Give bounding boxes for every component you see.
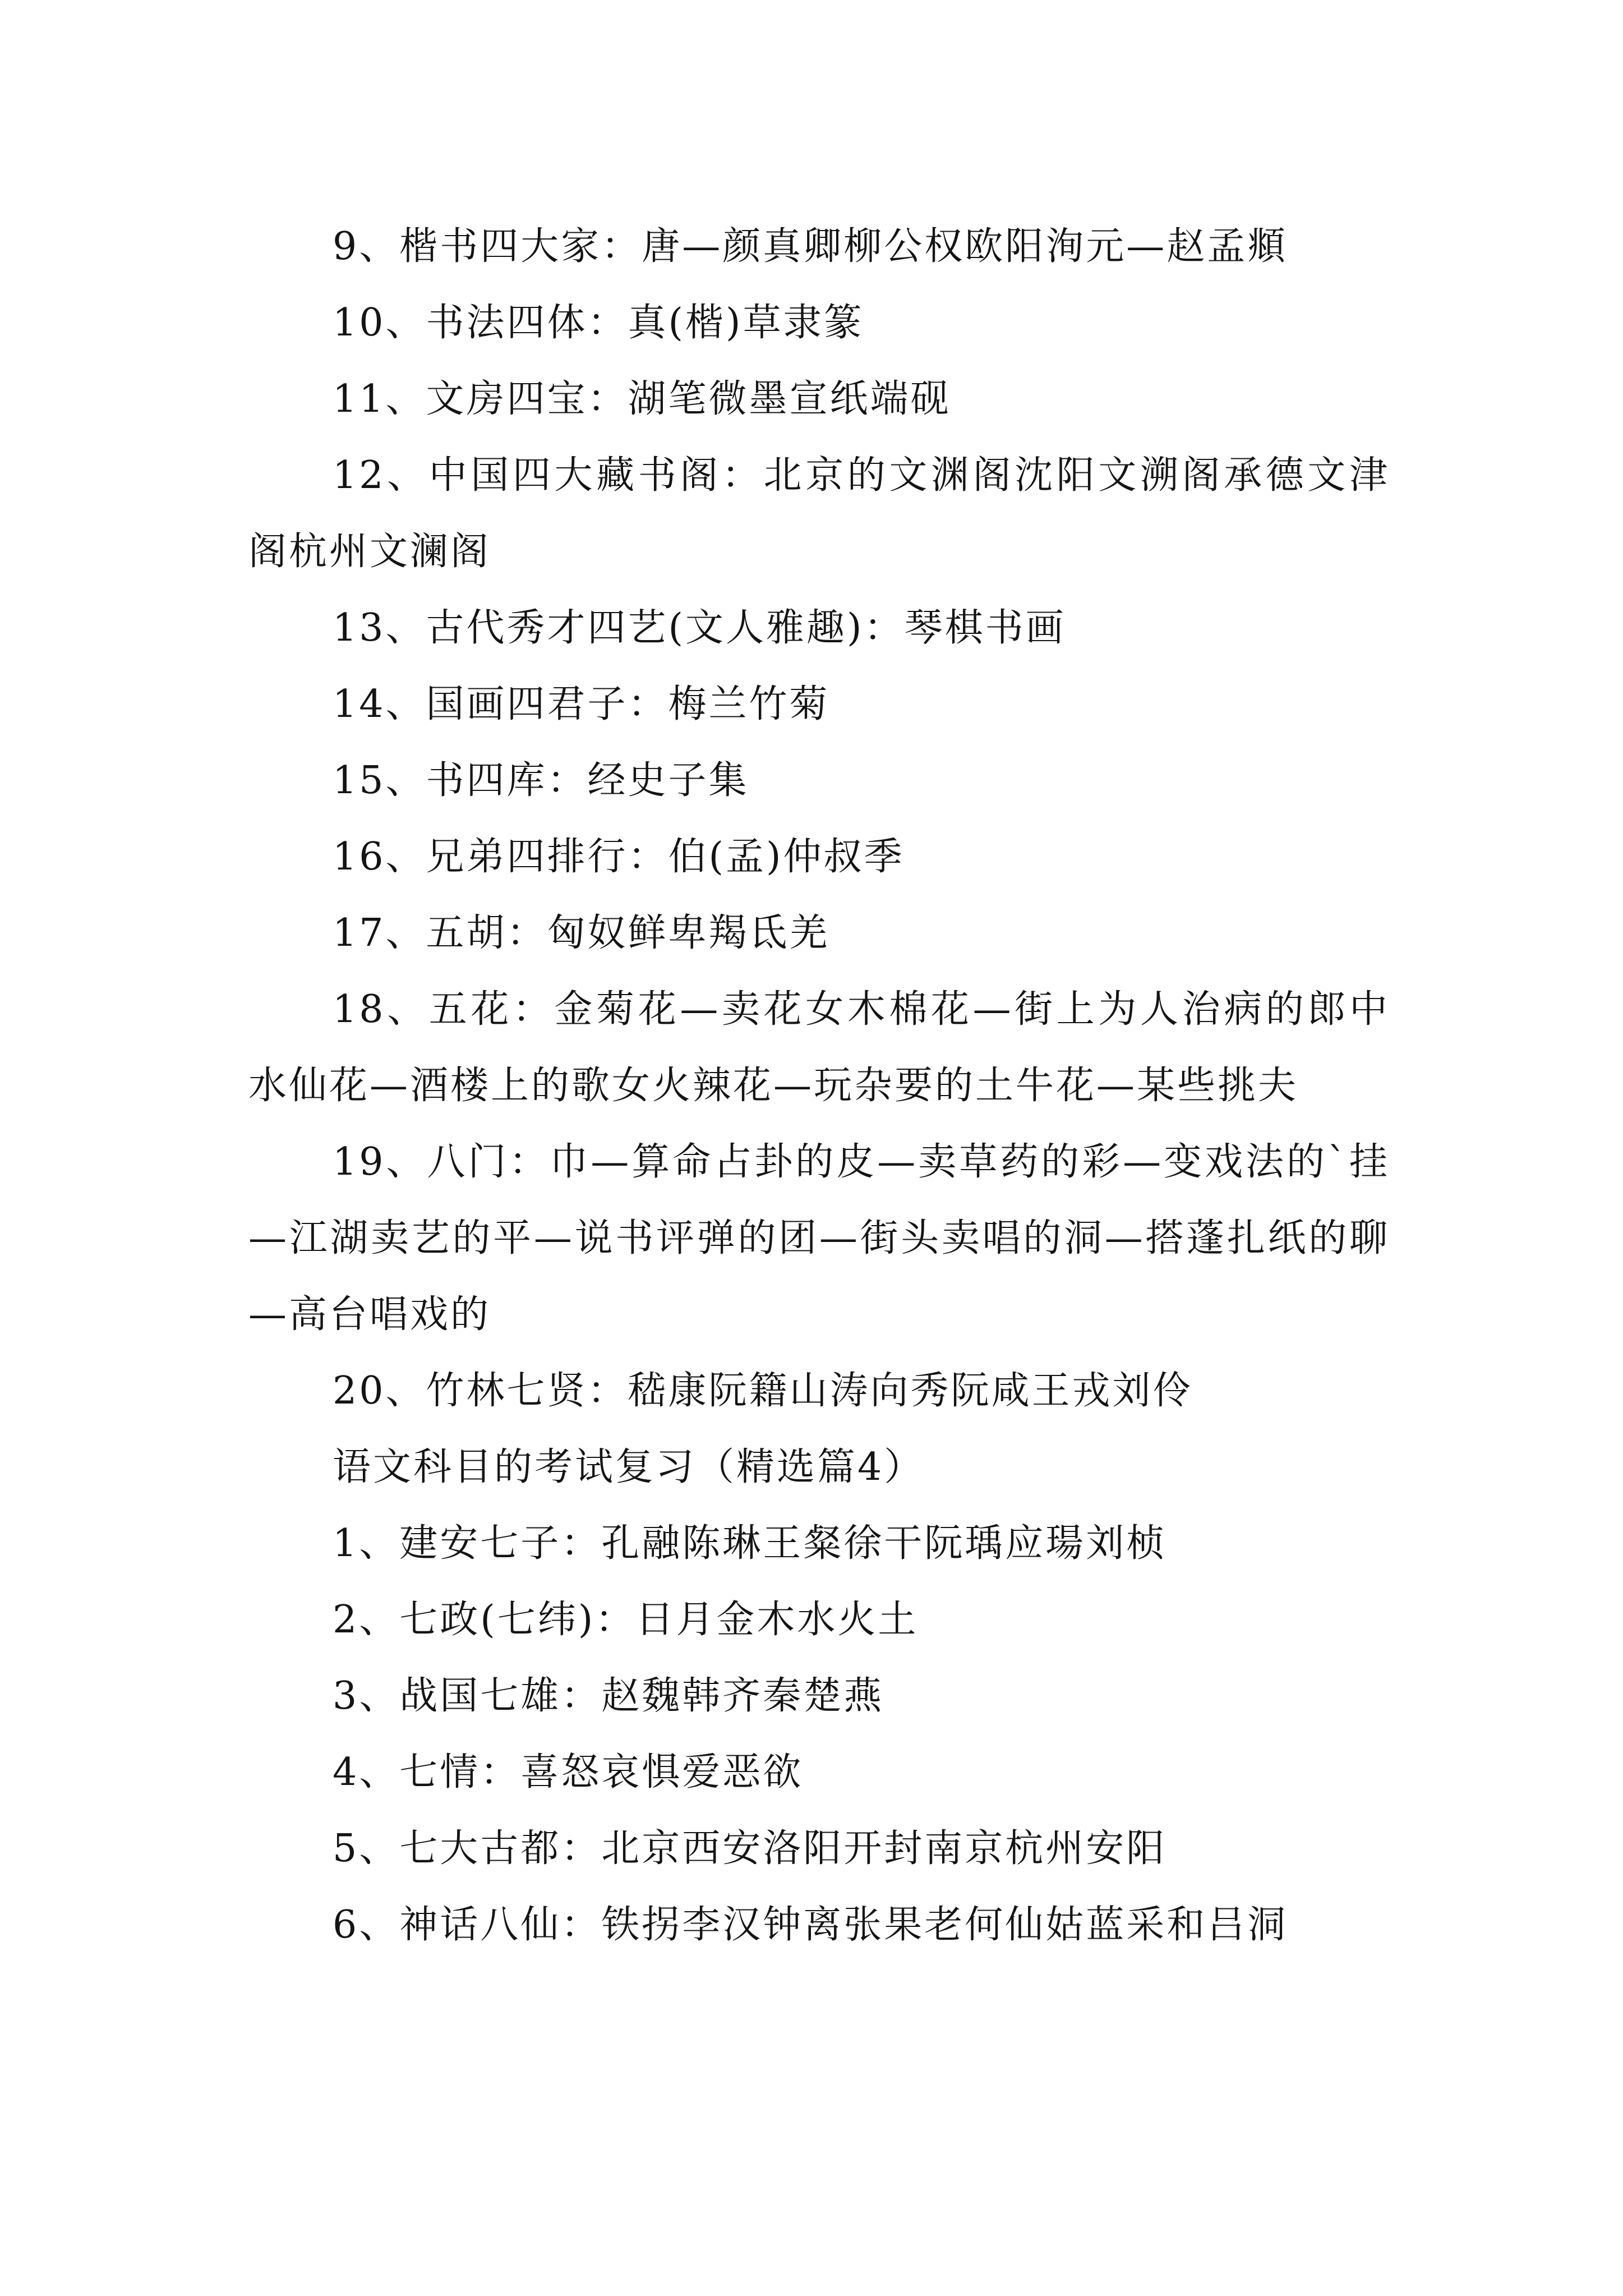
paragraph-item-20: 20、竹林七贤：嵇康阮籍山涛向秀阮咸王戎刘伶 <box>333 1369 1193 1413</box>
paragraph-item-12: 12、中国四大藏书阁：北京的文渊阁沈阳文溯阁承德文津阁杭州文澜阁 <box>248 453 1390 574</box>
paragraph-item-10: 10、书法四体：真(楷)草隶篆 <box>333 301 864 345</box>
paragraph-item-18: 18、五花：金菊花—卖花女木棉花—街上为人治病的郎中水仙花—酒楼上的歌女火辣花—玩杂要的土牛花—某些挑夫 <box>248 987 1390 1108</box>
paragraph-item-15: 15、书四库：经史子集 <box>333 758 749 803</box>
paragraph-item-17: 17、五胡：匈奴鲜卑羯氐羌 <box>333 911 830 955</box>
document-body <box>248 209 1390 1963</box>
section-heading: 语文科目的考试复习（精选篇4） <box>333 1445 925 1489</box>
paragraph-item-6: 6、神话八仙：铁拐李汉钟离张果老何仙姑蓝采和吕洞 <box>333 1903 1288 1947</box>
paragraph-item-4: 4、七情：喜怒哀惧爱恶欲 <box>333 1750 804 1795</box>
paragraph-item-9: 9、楷书四大家：唐—颜真卿柳公权欧阳洵元—赵孟頫 <box>333 224 1288 269</box>
paragraph-item-13: 13、古代秀才四艺(文人雅趣)：琴棋书画 <box>333 606 1066 650</box>
paragraph-item-2: 2、七政(七纬)：日月金木水火土 <box>333 1598 919 1642</box>
paragraph-item-16: 16、兄弟四排行：伯(孟)仲叔季 <box>333 835 905 879</box>
paragraph-item-1: 1、建安七子：孔融陈琳王粲徐干阮瑀应瑒刘桢 <box>333 1521 1167 1566</box>
paragraph-item-19: 19、八门：巾—算命占卦的皮—卖草药的彩—变戏法的`挂—江湖卖艺的平—说书评弹的团—街头卖唱的洞—搭蓬扎纸的聊—高台唱戏的 <box>248 1140 1390 1337</box>
paragraph-item-11: 11、文房四宝：湖笔微墨宣纸端砚 <box>333 377 951 421</box>
paragraph-item-3: 3、战国七雄：赵魏韩齐秦楚燕 <box>333 1674 884 1718</box>
paragraph-item-14: 14、国画四君子：梅兰竹菊 <box>333 682 830 726</box>
paragraph-item-5: 5、七大古都：北京西安洛阳开封南京杭州安阳 <box>333 1826 1167 1871</box>
